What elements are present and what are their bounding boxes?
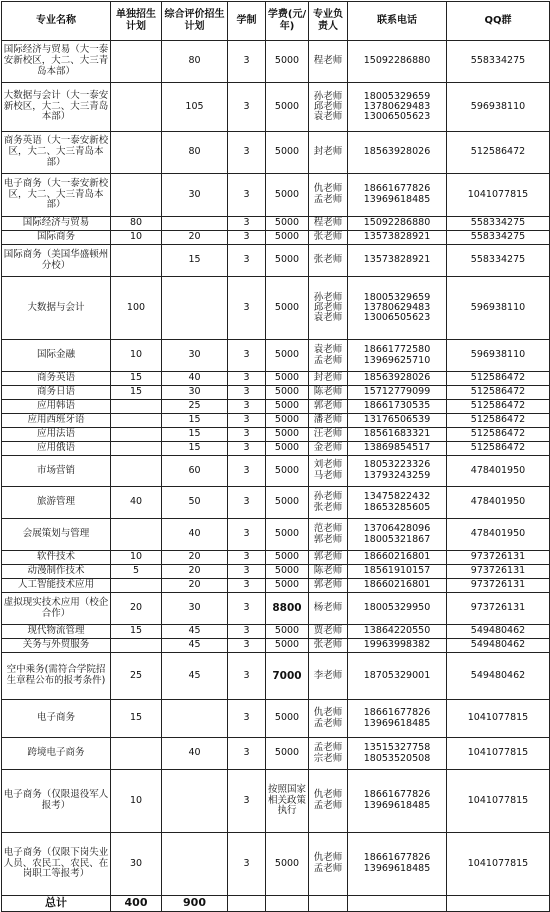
cell-name: 市场营销	[2, 456, 111, 487]
cell-single-plan: 20	[111, 593, 162, 625]
cell-comprehensive-plan: 15	[162, 442, 228, 456]
cell-contact: 刘老师 马老师	[309, 456, 348, 487]
total-single-plan: 400	[111, 896, 162, 912]
cell-phone: 18661677826 13969618485	[348, 700, 447, 738]
cell-phone: 18661677826 13969618485	[348, 833, 447, 896]
header-phone: 联系电话	[348, 2, 447, 41]
table-row	[2, 340, 550, 372]
table-row	[2, 428, 550, 442]
cell-contact: 封老师	[309, 372, 348, 386]
cell-comprehensive-plan: 50	[162, 487, 228, 519]
total-empty-cell	[447, 896, 550, 912]
table-row	[2, 83, 550, 132]
cell-duration: 3	[228, 487, 266, 519]
cell-duration: 3	[228, 625, 266, 639]
cell-name: 电子商务	[2, 700, 111, 738]
cell-single-plan: 15	[111, 386, 162, 400]
table-row	[2, 245, 550, 277]
cell-qq: 1041077815	[447, 833, 550, 896]
cell-name: 商务英语（大一泰安新校区，大二、大三青岛本部）	[2, 132, 111, 174]
cell-name: 软件技术	[2, 551, 111, 565]
cell-single-plan: 10	[111, 231, 162, 245]
cell-contact: 杨老师	[309, 593, 348, 625]
table-row	[2, 442, 550, 456]
cell-tuition: 5000	[266, 231, 309, 245]
cell-qq: 558334275	[447, 41, 550, 83]
total-empty-cell	[348, 896, 447, 912]
cell-comprehensive-plan: 45	[162, 625, 228, 639]
cell-contact: 程老师	[309, 41, 348, 83]
cell-tuition: 5000	[266, 833, 309, 896]
cell-qq: 973726131	[447, 565, 550, 579]
total-empty-cell	[228, 896, 266, 912]
cell-name: 电子商务（大一泰安新校区，大二、大三青岛本部）	[2, 174, 111, 217]
table-row	[2, 519, 550, 551]
cell-duration: 3	[228, 593, 266, 625]
cell-phone: 18660216801	[348, 579, 447, 593]
cell-name: 虚拟现实技术应用（校企合作）	[2, 593, 111, 625]
cell-duration: 3	[228, 372, 266, 386]
table-row	[2, 738, 550, 770]
cell-duration: 3	[228, 386, 266, 400]
cell-qq: 596938110	[447, 83, 550, 132]
cell-tuition: 5000	[266, 456, 309, 487]
cell-comprehensive-plan: 40	[162, 519, 228, 551]
cell-comprehensive-plan: 105	[162, 83, 228, 132]
cell-duration: 3	[228, 770, 266, 833]
cell-tuition: 5000	[266, 372, 309, 386]
cell-phone: 18563928026	[348, 132, 447, 174]
cell-contact: 仇老师 孟老师	[309, 174, 348, 217]
cell-qq: 558334275	[447, 231, 550, 245]
cell-phone: 13176506539	[348, 414, 447, 428]
table-row	[2, 277, 550, 340]
cell-comprehensive-plan: 15	[162, 245, 228, 277]
cell-contact: 张老师	[309, 245, 348, 277]
header-row	[2, 2, 550, 41]
cell-comprehensive-plan: 45	[162, 639, 228, 653]
cell-contact: 张老师	[309, 231, 348, 245]
cell-comprehensive-plan	[162, 770, 228, 833]
cell-qq: 558334275	[447, 217, 550, 231]
cell-tuition: 5000	[266, 245, 309, 277]
cell-phone: 18563928026	[348, 372, 447, 386]
cell-duration: 3	[228, 132, 266, 174]
cell-single-plan	[111, 428, 162, 442]
cell-qq: 558334275	[447, 245, 550, 277]
cell-phone: 18005329950	[348, 593, 447, 625]
cell-tuition: 5000	[266, 625, 309, 639]
total-comprehensive-plan: 900	[162, 896, 228, 912]
cell-tuition: 8800	[266, 593, 309, 625]
cell-qq: 512586472	[447, 400, 550, 414]
cell-contact: 金老师	[309, 442, 348, 456]
table-row	[2, 487, 550, 519]
cell-qq: 1041077815	[447, 770, 550, 833]
cell-single-plan	[111, 579, 162, 593]
cell-name: 空中乘务(需符合学院招生章程公布的报考条件)	[2, 653, 111, 700]
cell-duration: 3	[228, 340, 266, 372]
cell-qq: 512586472	[447, 428, 550, 442]
cell-contact: 张老师	[309, 639, 348, 653]
table-row	[2, 625, 550, 639]
cell-single-plan	[111, 245, 162, 277]
cell-qq: 1041077815	[447, 738, 550, 770]
cell-phone: 18005329659 13780629483 13006505623	[348, 83, 447, 132]
cell-phone: 18661677826 13969618485	[348, 174, 447, 217]
table-row	[2, 400, 550, 414]
table-row	[2, 217, 550, 231]
cell-qq: 549480462	[447, 653, 550, 700]
cell-comprehensive-plan: 30	[162, 593, 228, 625]
header-qq: QQ群	[447, 2, 550, 41]
cell-contact: 袁老师 孟老师	[309, 340, 348, 372]
cell-name: 应用俄语	[2, 442, 111, 456]
cell-comprehensive-plan: 20	[162, 231, 228, 245]
cell-name: 会展策划与管理	[2, 519, 111, 551]
cell-name: 跨境电子商务	[2, 738, 111, 770]
cell-comprehensive-plan: 15	[162, 414, 228, 428]
cell-contact: 程老师	[309, 217, 348, 231]
cell-contact: 孙老师 邱老师 袁老师	[309, 277, 348, 340]
cell-single-plan	[111, 132, 162, 174]
cell-name: 国际商务	[2, 231, 111, 245]
table-row	[2, 770, 550, 833]
cell-single-plan: 15	[111, 625, 162, 639]
cell-name: 电子商务（仅限退役军人报考）	[2, 770, 111, 833]
cell-name: 人工智能技术应用	[2, 579, 111, 593]
cell-comprehensive-plan	[162, 217, 228, 231]
cell-comprehensive-plan	[162, 277, 228, 340]
cell-single-plan: 10	[111, 340, 162, 372]
cell-tuition: 5000	[266, 386, 309, 400]
cell-tuition: 5000	[266, 41, 309, 83]
table-row	[2, 174, 550, 217]
cell-tuition: 5000	[266, 277, 309, 340]
table-row	[2, 41, 550, 83]
cell-single-plan: 40	[111, 487, 162, 519]
table-row	[2, 565, 550, 579]
cell-comprehensive-plan: 40	[162, 372, 228, 386]
cell-single-plan: 15	[111, 372, 162, 386]
cell-qq: 973726131	[447, 579, 550, 593]
cell-comprehensive-plan: 80	[162, 41, 228, 83]
table-row	[2, 132, 550, 174]
table-row	[2, 551, 550, 565]
cell-qq: 549480462	[447, 625, 550, 639]
cell-single-plan	[111, 41, 162, 83]
cell-name: 应用法语	[2, 428, 111, 442]
cell-name: 现代物流管理	[2, 625, 111, 639]
cell-phone: 13573828921	[348, 231, 447, 245]
cell-phone: 13864220550	[348, 625, 447, 639]
cell-comprehensive-plan: 25	[162, 400, 228, 414]
cell-phone: 18705329001	[348, 653, 447, 700]
header-tuition: 学费(元/年)	[266, 2, 309, 41]
cell-qq: 973726131	[447, 551, 550, 565]
header-single-plan: 单独招生计划	[111, 2, 162, 41]
cell-tuition: 5000	[266, 442, 309, 456]
total-empty-cell	[309, 896, 348, 912]
cell-name: 国际金融	[2, 340, 111, 372]
cell-tuition: 5000	[266, 579, 309, 593]
cell-name: 旅游管理	[2, 487, 111, 519]
cell-phone: 18561683321	[348, 428, 447, 442]
cell-tuition: 按照国家相关政策执行	[266, 770, 309, 833]
table-row	[2, 414, 550, 428]
cell-comprehensive-plan	[162, 833, 228, 896]
header-contact: 专业负责人	[309, 2, 348, 41]
cell-single-plan	[111, 442, 162, 456]
cell-contact: 封老师	[309, 132, 348, 174]
cell-qq: 596938110	[447, 340, 550, 372]
cell-tuition: 5000	[266, 400, 309, 414]
cell-single-plan	[111, 738, 162, 770]
cell-tuition: 5000	[266, 551, 309, 565]
cell-comprehensive-plan: 45	[162, 653, 228, 700]
table-row	[2, 639, 550, 653]
cell-duration: 3	[228, 639, 266, 653]
cell-tuition: 5000	[266, 414, 309, 428]
cell-duration: 3	[228, 277, 266, 340]
cell-phone: 18661730535	[348, 400, 447, 414]
cell-name: 商务英语	[2, 372, 111, 386]
cell-duration: 3	[228, 245, 266, 277]
cell-phone: 13573828921	[348, 245, 447, 277]
cell-comprehensive-plan: 20	[162, 579, 228, 593]
cell-name: 大数据与会计	[2, 277, 111, 340]
cell-contact: 仇老师 孟老师	[309, 770, 348, 833]
header-major: 专业名称	[2, 2, 111, 41]
cell-single-plan	[111, 174, 162, 217]
cell-duration: 3	[228, 833, 266, 896]
cell-phone: 18660216801	[348, 551, 447, 565]
cell-tuition: 7000	[266, 653, 309, 700]
cell-tuition: 5000	[266, 519, 309, 551]
cell-comprehensive-plan: 15	[162, 428, 228, 442]
cell-qq: 478401950	[447, 519, 550, 551]
cell-name: 应用西班牙语	[2, 414, 111, 428]
cell-single-plan: 80	[111, 217, 162, 231]
cell-contact: 仇老师 孟老师	[309, 833, 348, 896]
cell-duration: 3	[228, 579, 266, 593]
cell-single-plan: 5	[111, 565, 162, 579]
cell-qq: 596938110	[447, 277, 550, 340]
cell-qq: 1041077815	[447, 174, 550, 217]
cell-tuition: 5000	[266, 487, 309, 519]
cell-single-plan	[111, 83, 162, 132]
cell-duration: 3	[228, 653, 266, 700]
cell-duration: 3	[228, 414, 266, 428]
cell-tuition: 5000	[266, 738, 309, 770]
cell-tuition: 5000	[266, 565, 309, 579]
cell-tuition: 5000	[266, 428, 309, 442]
cell-name: 国际经济与贸易（大一泰安新校区，大二、大三青岛本部）	[2, 41, 111, 83]
cell-phone: 18053223326 13793243259	[348, 456, 447, 487]
cell-qq: 512586472	[447, 372, 550, 386]
cell-comprehensive-plan: 80	[162, 132, 228, 174]
cell-comprehensive-plan: 40	[162, 738, 228, 770]
cell-contact: 仇老师 孟老师	[309, 700, 348, 738]
cell-contact: 郭老师	[309, 551, 348, 565]
cell-contact: 陈老师	[309, 386, 348, 400]
total-empty-cell	[266, 896, 309, 912]
cell-contact: 范老师 郭老师	[309, 519, 348, 551]
cell-phone: 13706428096 18005321867	[348, 519, 447, 551]
cell-contact: 汪老师	[309, 428, 348, 442]
cell-comprehensive-plan: 30	[162, 340, 228, 372]
cell-name: 动漫制作技术	[2, 565, 111, 579]
cell-contact: 孟老师 宗老师	[309, 738, 348, 770]
cell-name: 大数据与会计（大一泰安新校区，大二、大三青岛本部）	[2, 83, 111, 132]
cell-name: 国际经济与贸易	[2, 217, 111, 231]
table-row	[2, 653, 550, 700]
cell-phone: 19963998382	[348, 639, 447, 653]
cell-tuition: 5000	[266, 174, 309, 217]
cell-comprehensive-plan: 30	[162, 174, 228, 217]
cell-comprehensive-plan: 20	[162, 551, 228, 565]
cell-phone: 15092286880	[348, 41, 447, 83]
cell-name: 国际商务（美国华盛顿州分校）	[2, 245, 111, 277]
cell-single-plan: 15	[111, 700, 162, 738]
cell-comprehensive-plan: 30	[162, 386, 228, 400]
cell-duration: 3	[228, 700, 266, 738]
table-row	[2, 372, 550, 386]
cell-duration: 3	[228, 442, 266, 456]
cell-single-plan: 25	[111, 653, 162, 700]
cell-contact: 孙老师 邱老师 袁老师	[309, 83, 348, 132]
cell-duration: 3	[228, 217, 266, 231]
cell-duration: 3	[228, 174, 266, 217]
cell-single-plan	[111, 639, 162, 653]
cell-tuition: 5000	[266, 639, 309, 653]
cell-qq: 478401950	[447, 456, 550, 487]
table-row	[2, 456, 550, 487]
cell-single-plan	[111, 414, 162, 428]
table-row	[2, 700, 550, 738]
cell-contact: 陈老师	[309, 565, 348, 579]
cell-single-plan: 10	[111, 770, 162, 833]
cell-single-plan: 10	[111, 551, 162, 565]
cell-name: 应用韩语	[2, 400, 111, 414]
cell-phone: 18561910157	[348, 565, 447, 579]
cell-name: 电子商务（仅限下岗失业人员、农民工、农民、在岗职工等报考）	[2, 833, 111, 896]
cell-contact: 李老师	[309, 653, 348, 700]
header-duration: 学制	[228, 2, 266, 41]
cell-phone: 13515327758 18053520508	[348, 738, 447, 770]
table-row	[2, 386, 550, 400]
table-row	[2, 579, 550, 593]
cell-duration: 3	[228, 41, 266, 83]
cell-duration: 3	[228, 565, 266, 579]
cell-single-plan	[111, 519, 162, 551]
cell-duration: 3	[228, 738, 266, 770]
cell-tuition: 5000	[266, 340, 309, 372]
cell-qq: 512586472	[447, 386, 550, 400]
cell-single-plan	[111, 400, 162, 414]
cell-phone: 15092286880	[348, 217, 447, 231]
cell-name: 商务日语	[2, 386, 111, 400]
cell-comprehensive-plan: 20	[162, 565, 228, 579]
cell-contact: 贾老师	[309, 625, 348, 639]
cell-contact: 郭老师	[309, 579, 348, 593]
table-row	[2, 833, 550, 896]
cell-phone: 13475822432 18653285605	[348, 487, 447, 519]
cell-tuition: 5000	[266, 217, 309, 231]
cell-single-plan: 100	[111, 277, 162, 340]
table-row	[2, 593, 550, 625]
cell-phone: 13869854517	[348, 442, 447, 456]
cell-phone: 18005329659 13780629483 13006505623	[348, 277, 447, 340]
cell-duration: 3	[228, 519, 266, 551]
cell-duration: 3	[228, 428, 266, 442]
cell-qq: 512586472	[447, 132, 550, 174]
cell-duration: 3	[228, 551, 266, 565]
cell-contact: 孙老师 张老师	[309, 487, 348, 519]
cell-tuition: 5000	[266, 132, 309, 174]
cell-comprehensive-plan: 60	[162, 456, 228, 487]
cell-duration: 3	[228, 400, 266, 414]
cell-qq: 1041077815	[447, 700, 550, 738]
cell-single-plan	[111, 456, 162, 487]
cell-phone: 15712779099	[348, 386, 447, 400]
cell-duration: 3	[228, 456, 266, 487]
cell-duration: 3	[228, 231, 266, 245]
cell-qq: 512586472	[447, 414, 550, 428]
cell-duration: 3	[228, 83, 266, 132]
cell-comprehensive-plan	[162, 700, 228, 738]
cell-tuition: 5000	[266, 83, 309, 132]
cell-single-plan: 30	[111, 833, 162, 896]
cell-phone: 18661772580 13969625710	[348, 340, 447, 372]
cell-contact: 潘老师	[309, 414, 348, 428]
cell-tuition: 5000	[266, 700, 309, 738]
cell-phone: 18661677826 13969618485	[348, 770, 447, 833]
total-label: 总计	[2, 896, 111, 912]
total-row	[2, 896, 550, 912]
cell-qq: 478401950	[447, 487, 550, 519]
table-row	[2, 231, 550, 245]
cell-qq: 512586472	[447, 442, 550, 456]
cell-contact: 郭老师	[309, 400, 348, 414]
admissions-plan-table	[1, 1, 550, 912]
cell-name: 关务与外贸服务	[2, 639, 111, 653]
cell-qq: 549480462	[447, 639, 550, 653]
header-comprehensive-plan: 综合评价招生计划	[162, 2, 228, 41]
cell-qq: 973726131	[447, 593, 550, 625]
